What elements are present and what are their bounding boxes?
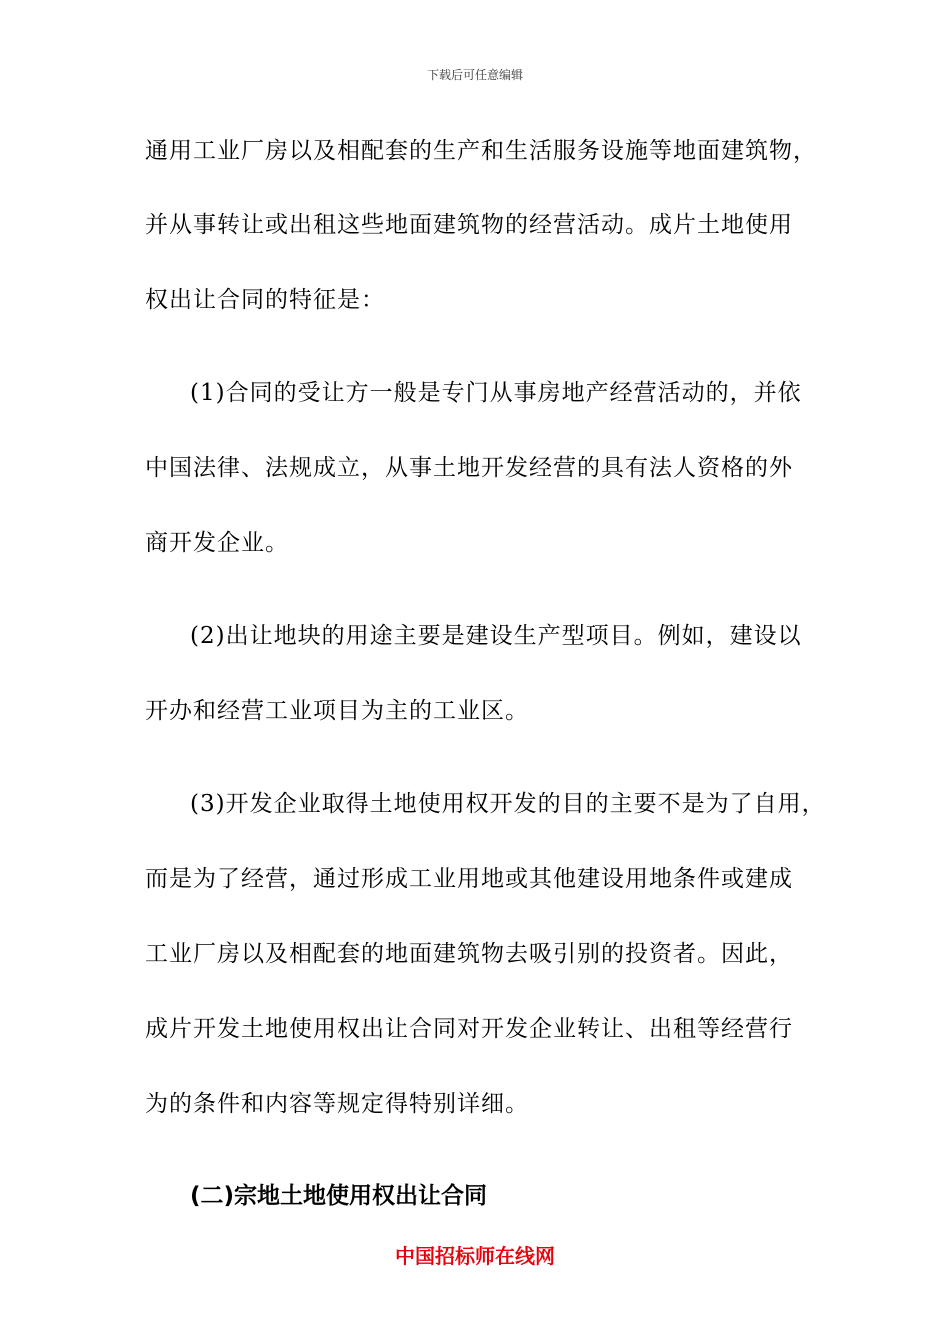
paragraph-line: 权出让合同的特征是：	[145, 287, 385, 313]
paragraph-line: 商开发企业。	[145, 530, 289, 556]
list-item-3-line: (3)开发企业取得土地使用权开发的目的主要不是为了自用，	[190, 791, 826, 817]
footer-brand: 中国招标师在线网	[395, 1244, 555, 1268]
header-note: 下载后可任意编辑	[426, 68, 523, 82]
list-item-1-line: (1)合同的受让方一般是专门从事房地产经营活动的，并依	[190, 380, 802, 406]
paragraph-line: 工业厂房以及相配套的地面建筑物去吸引别的投资者。因此，	[145, 941, 793, 967]
paragraph-line: 中国法律、法规成立，从事土地开发经营的具有法人资格的外	[145, 455, 793, 481]
paragraph-line: 开办和经营工业项目为主的工业区。	[145, 698, 529, 724]
section-heading: (二)宗地土地使用权出让合同	[190, 1183, 488, 1209]
paragraph-line: 成片开发土地使用权出让合同对开发企业转让、出租等经营行	[145, 1016, 793, 1042]
paragraph-line: 而是为了经营，通过形成工业用地或其他建设用地条件或建成	[145, 866, 793, 892]
paragraph-line: 并从事转让或出租这些地面建筑物的经营活动。成片土地使用	[145, 212, 793, 238]
paragraph-line: 为的条件和内容等规定得特别详细。	[145, 1091, 529, 1117]
list-item-2-line: (2)出让地块的用途主要是建设生产型项目。例如，建设以	[190, 623, 802, 649]
paragraph-line: 通用工业厂房以及相配套的生产和生活服务设施等地面建筑物，	[145, 138, 817, 164]
